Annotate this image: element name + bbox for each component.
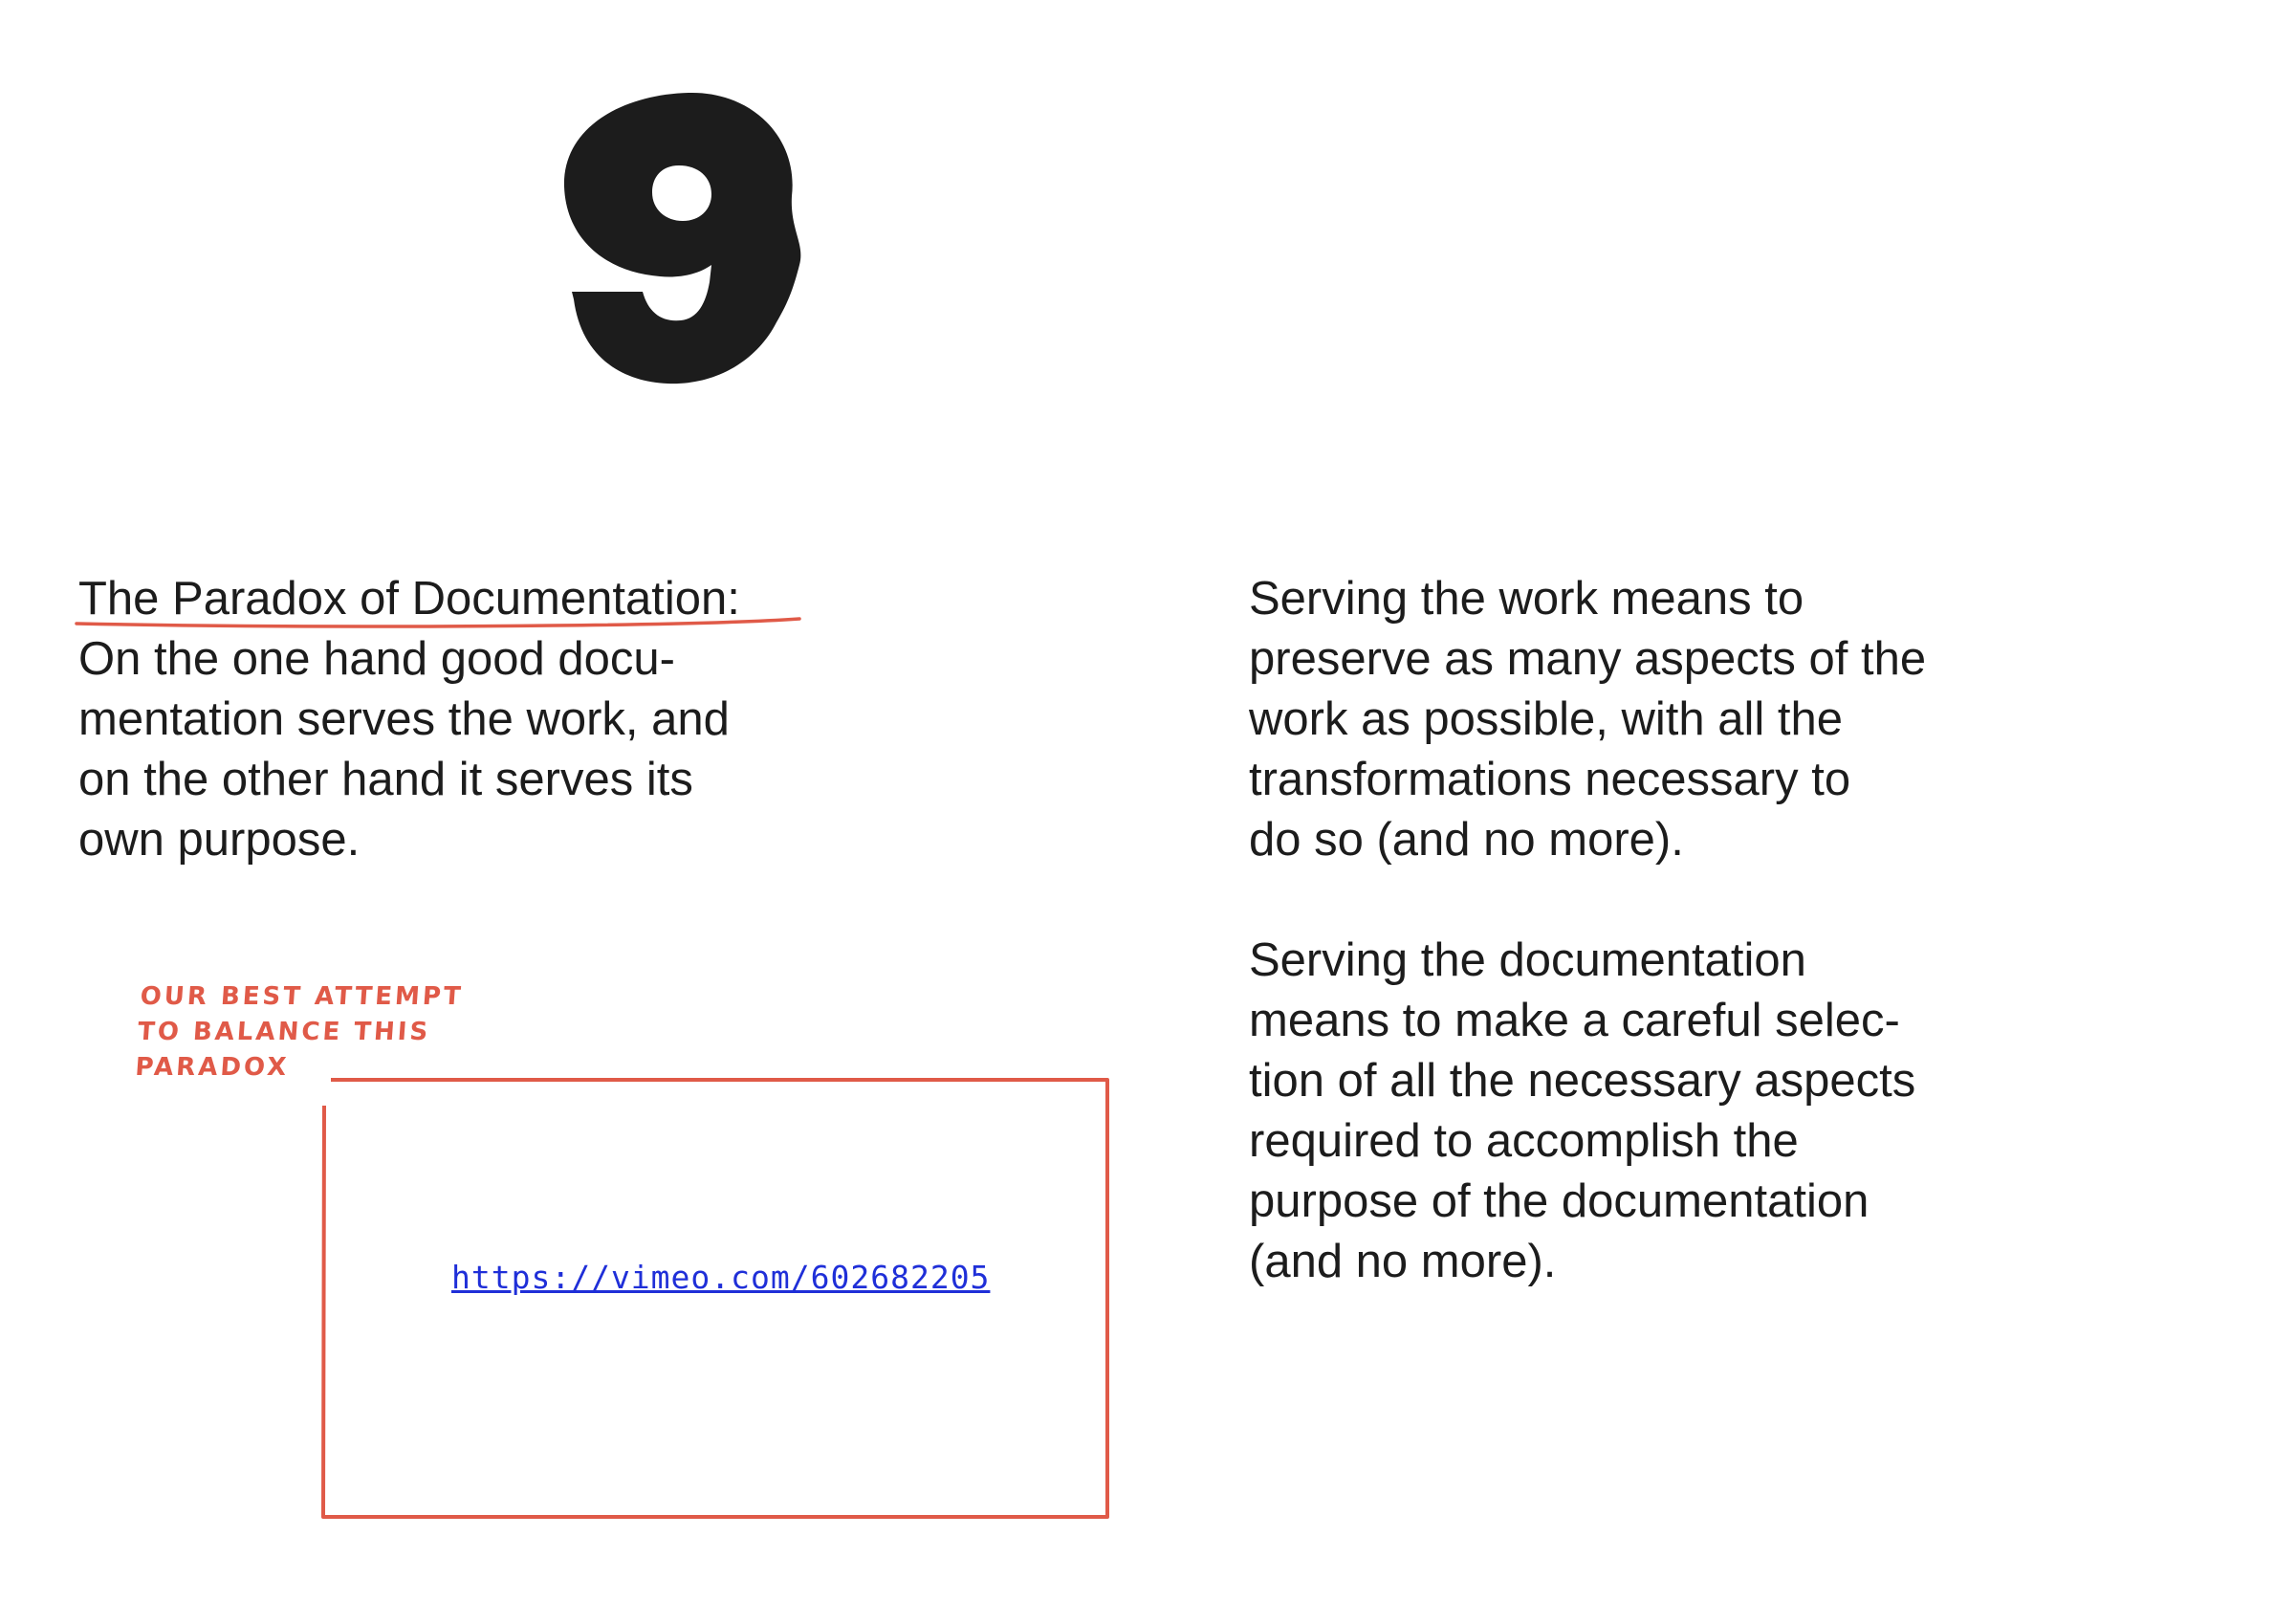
handwritten-annotation: OUR BEST ATTEMPT TO BALANCE THIS PARADOX [134, 982, 465, 1082]
right-column [1249, 569, 2110, 1292]
right-paragraph-2: Serving the documentation means to make a careful selec- tion of all the necessary aspects required to accomplish the purpose of the documentation (and no more). [1249, 934, 1916, 1287]
page-number-glyph [555, 53, 822, 397]
page-number [555, 53, 822, 397]
left-body-text: On the one hand good docu- mentation serves the work, and on the other hand it serves its own purpose. [78, 633, 730, 866]
video-embed-frame [321, 1067, 1109, 1515]
heading-colon: : [727, 573, 740, 625]
right-paragraph-1: Serving the work means to preserve as many aspects of the work as possible, with all the transformations necessary to do so (and no more). [1249, 573, 1927, 866]
vimeo-link[interactable]: https://vimeo.com/602682205 [451, 1259, 991, 1296]
section-heading [78, 569, 740, 629]
left-column [78, 569, 843, 870]
red-underline [75, 615, 801, 630]
heading-title: The Paradox of Documentation [78, 573, 728, 625]
